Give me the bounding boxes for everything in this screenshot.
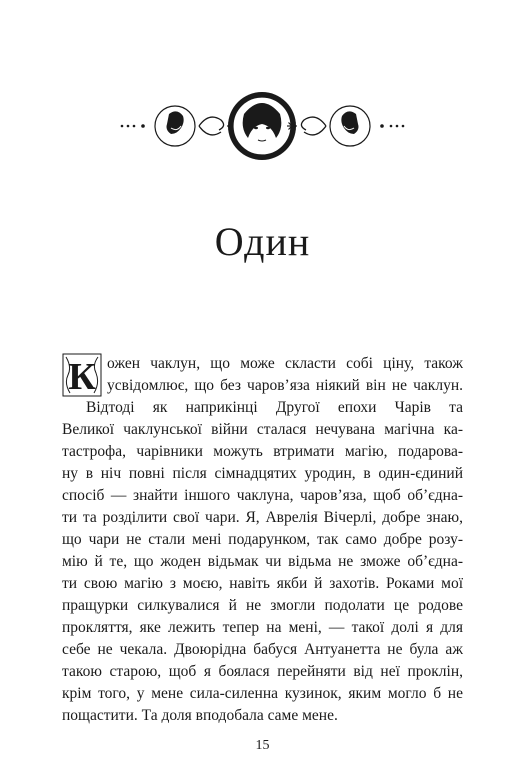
text-line: усвідомлює, що без чаров’яза ніякий він не чаклун. — [107, 377, 463, 394]
text-line: що чари не стали мені подарунком, так само добре розу- — [62, 531, 463, 548]
text-line: Відтоді як наприкінці Другої епохи Чарів та — [86, 399, 463, 416]
moon-faces-ornament-icon — [119, 84, 406, 166]
text-line: ну в ніч повні після сімнадцятих уродин, в один-єдиний — [62, 465, 463, 482]
chapter-title: Один — [214, 219, 311, 264]
text-line: мію й те, що жоден відьмак чи відьма не зможе об’єдна- — [62, 553, 463, 570]
text-line: Великої чаклунської війни сталася нечувана магічна ка- — [62, 421, 463, 438]
center-moon-icon — [228, 92, 296, 160]
right-swirl — [301, 117, 326, 135]
text-line: ти свою магію з моєю, навіть якби й захотів. Роками мої — [62, 575, 463, 592]
text-line: спосіб — знайти іншого чаклуна, чаров’яза, щоб об’єдна- — [62, 487, 463, 504]
text-line: такою старою, щоб я боялася перейняти від неї проклін, — [62, 663, 463, 680]
page-number: 15 — [255, 738, 270, 753]
text-line: ожен чаклун, що може скласти собі ціну, також — [107, 355, 463, 372]
text-line: пощастити. Та доля вподобала саме мене. — [62, 707, 338, 724]
text-line: крім того, у мене сила-силенна кузинок, яким могло б не — [62, 685, 463, 702]
text-line: тастрофа, чарівники можуть втримати магію, подарова- — [62, 443, 463, 460]
left-swirl — [199, 117, 224, 135]
right-star-icon — [287, 121, 297, 131]
right-moon-icon — [330, 94, 380, 158]
svg-text:К: К — [68, 356, 96, 397]
text-line: ти та розділити свої чари. Я, Аврелія Вічерлі, добре знаю, — [62, 509, 463, 526]
dropcap-letter — [62, 353, 102, 397]
text-line: прокляття, яке лежить тепер на мені, — такої долі я для — [62, 619, 463, 636]
text-line: себе не чекала. Двоюрідна бабуся Антуанетта не була аж — [62, 641, 463, 658]
left-moon-icon — [145, 94, 195, 158]
text-line: пращурки силкувалися й не змогли подолати це родове — [62, 597, 463, 614]
